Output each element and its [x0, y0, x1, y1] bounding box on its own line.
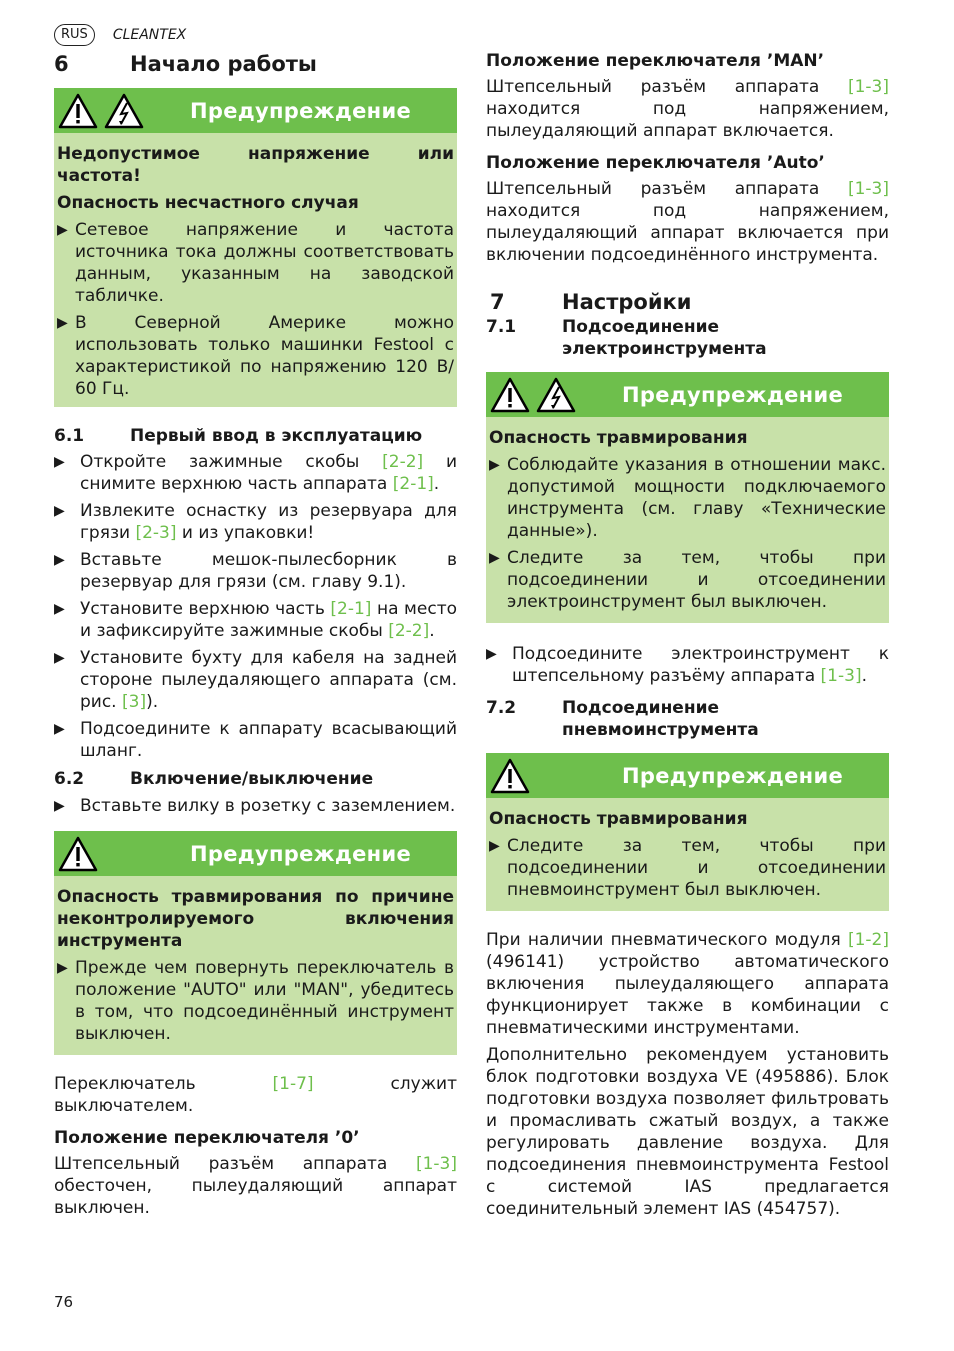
bullet-arrow-icon: ▶ [57, 960, 68, 976]
section-title: Начало работы [130, 52, 317, 76]
bullet-arrow-icon: ▶ [54, 503, 65, 519]
bullet-arrow-icon: ▶ [489, 838, 500, 854]
subheading: Положение переключателя ’MAN’ [486, 51, 825, 71]
list-item: ▶ Вставьте вилку в розетку с заземлением. [54, 796, 456, 816]
list-item: ▶ Следите за тем, чтобы при подсоединении и отсоединении пневмоинструмент был выключен. [489, 836, 886, 900]
figure-reference: [1-3] [847, 179, 889, 199]
warning-bold-text: Опасность травмирования по причине неконтролируемого включения инструмента [57, 887, 454, 951]
warning-bold-text: Опасность несчастного случая [57, 193, 359, 213]
electric-hazard-icon [536, 377, 576, 413]
bullet-arrow-icon: ▶ [54, 454, 65, 470]
section-7-1-heading: 7.1 Подсоединение электроинструмента [486, 317, 767, 359]
list-item: ▶ Установите верхнюю часть [2-1] на место и зафиксируйте зажимные скобы [2-2]. [54, 599, 457, 641]
paragraph: Штепсельный разъём аппарата [1-3] находится под напряжением, пылеудаляющий аппарат включается. [486, 77, 889, 141]
warning-title: Предупреждение [190, 98, 412, 123]
list-item: ▶ Сетевое напряжение и частота источника тока должны соответствовать данным, указанным на заводской табличке. [57, 220, 454, 306]
figure-reference: [2-3] [135, 523, 177, 543]
warning-bold-text: Недопустимое напряжение или частота! [57, 144, 454, 186]
paragraph: Переключатель [1-7] служит выключателем. [54, 1074, 457, 1116]
section-6-heading [54, 50, 457, 78]
bullet-arrow-icon: ▶ [54, 601, 65, 617]
paragraph: Штепсельный разъём аппарата [1-3] находится под напряжением, пылеудаляющий аппарат включается при включении подсоединённого инструмента. [486, 179, 889, 265]
list-item: ▶ Вставьте мешок-пылесборник в резервуар для грязи (см. главу 9.1). [54, 550, 457, 592]
section-7-heading: 7 Настройки [490, 290, 692, 314]
bullet-arrow-icon: ▶ [54, 552, 65, 568]
warning-triangle-icon [490, 377, 530, 413]
list-item: ▶ Откройте зажимные скобы [2-2] и снимите верхнюю часть аппарата [2-1]. [54, 452, 458, 494]
warning-box-electric-tool [486, 372, 889, 623]
figure-reference: [1-3] [415, 1154, 457, 1174]
figure-reference: [2-2] [388, 621, 430, 641]
figure-reference: [2-1] [392, 474, 434, 494]
warning-title: Предупреждение [622, 763, 844, 788]
paragraph: При наличии пневматического модуля [1-2] (496141) устройство автоматического включения пылеудаляющего аппарата функционирует также в комбинации с пневматическими инструментами. [486, 930, 889, 1038]
warning-header [486, 753, 889, 798]
list-item: ▶ В Северной Америке можно использовать только машинки Festool с характеристикой по напряжению 120 В/ 60 Гц. [57, 313, 454, 399]
page-header [54, 24, 186, 46]
bullet-arrow-icon: ▶ [57, 222, 68, 238]
warning-bold-text: Опасность травмирования [489, 809, 748, 829]
list-item: ▶ Следите за тем, чтобы при подсоединении и отсоединении электроинструмент был выключен. [489, 548, 886, 612]
subheading: Положение переключателя ’0’ [54, 1128, 360, 1148]
warning-header [54, 831, 457, 876]
bullet-arrow-icon: ▶ [54, 798, 65, 814]
section-number: 6 [54, 52, 69, 76]
warning-triangle-icon [58, 836, 98, 872]
figure-reference: [3] [122, 692, 147, 712]
list-item: ▶ Установите бухту для кабеля на задней стороне пылеудаляющего аппарата (см. рис. [3]). [54, 648, 457, 712]
electric-hazard-icon [104, 93, 144, 129]
section-6-1-heading: 6.1 Первый ввод в эксплуатацию [54, 426, 423, 446]
bullet-arrow-icon: ▶ [486, 646, 497, 662]
left-column [54, 50, 457, 1219]
warning-header [486, 372, 889, 417]
figure-reference: [2-2] [382, 452, 424, 472]
product-name: CLEANTEX [112, 27, 187, 43]
warning-title: Предупреждение [622, 382, 844, 407]
figure-reference: [2-1] [330, 599, 372, 619]
figure-reference: [1-2] [847, 930, 889, 950]
language-badge: RUS [54, 24, 95, 46]
list-item: ▶ Прежде чем повернуть переключатель в положение "AUTO" или "MAN", убедитесь в том, что подсоединённый инструмент выключен. [57, 958, 454, 1044]
warning-triangle-icon [490, 758, 530, 794]
bullet-arrow-icon: ▶ [54, 650, 65, 666]
warning-box-switch [54, 831, 457, 1055]
page-number: 76 [54, 1293, 74, 1311]
paragraph: Дополнительно рекомендуем установить блок подготовки воздуха VE (495886). Блок подготовки воздуха позволяет фильтровать и промасливать сжатый воздух, а также регулировать давление воздуха. Для подсоединения пневмоинструмента Festool с системой IAS предлагается соединительный элемент IAS (454757). [486, 1045, 889, 1219]
bullet-arrow-icon: ▶ [489, 457, 500, 473]
list-item: ▶ Подсоедините электроинструмент к штепсельному разъёму аппарата [1-3]. [486, 644, 889, 686]
bullet-arrow-icon: ▶ [57, 315, 68, 331]
figure-reference: [1-3] [847, 77, 889, 97]
list-item: ▶ Извлеките оснастку из резервуара для грязи [2-3] и из упаковки! [54, 501, 457, 543]
warning-triangle-icon [58, 93, 98, 129]
warning-header [54, 88, 457, 133]
paragraph: Штепсельный разъём аппарата [1-3] обесточен, пылеудаляющий аппарат выключен. [54, 1154, 457, 1218]
warning-title: Предупреждение [190, 841, 412, 866]
right-column [486, 50, 889, 1220]
section-6-2-heading: 6.2 Включение/выключение [54, 769, 374, 789]
list-item: ▶ Соблюдайте указания в отношении макс. допустимой мощности подключаемого инструмента (см. главу «Технические данные»). [489, 455, 886, 541]
section-7-2-heading: 7.2 Подсоединение пневмоинструмента [486, 698, 759, 740]
warning-box-voltage [54, 88, 457, 407]
list-item: ▶ Подсоедините к аппарату всасывающий шланг. [54, 719, 457, 761]
bullet-arrow-icon: ▶ [54, 721, 65, 737]
warning-box-pneumatic-tool [486, 753, 889, 911]
bullet-arrow-icon: ▶ [489, 550, 500, 566]
warning-bold-text: Опасность травмирования [489, 428, 748, 448]
figure-reference: [1-3] [820, 666, 862, 686]
figure-reference: [1-7] [272, 1074, 314, 1094]
subheading: Положение переключателя ’Auto’ [486, 153, 825, 173]
